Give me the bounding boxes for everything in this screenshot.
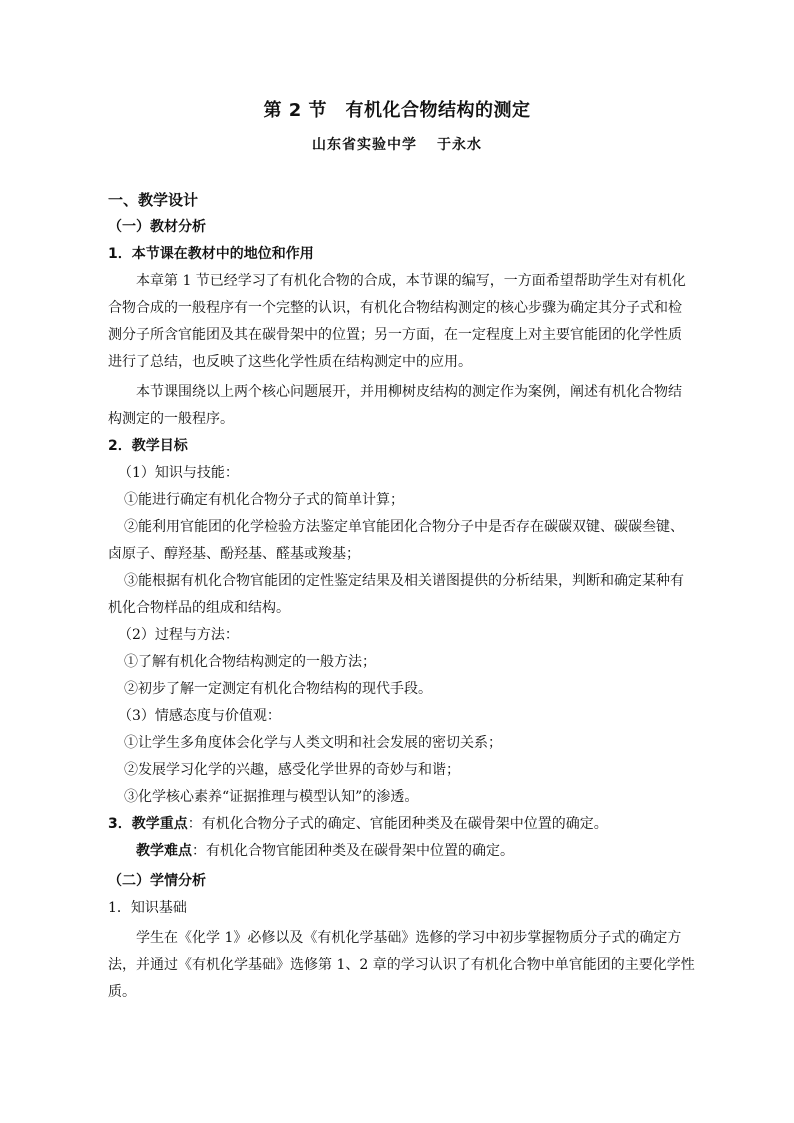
paragraph-line: 构测定的一般程序。: [108, 411, 234, 427]
teaching-focus-text: ：有机化合物分子式的确定、官能团种类及在碳骨架中位置的确定。: [187, 816, 608, 832]
list-item: ②发展学习化学的兴趣，感受化学世界的奇妙与和谐；: [124, 762, 460, 778]
paragraph-line: 本章第 1 节已经学习了有机化合物的合成，本节课的编写，一方面希望帮助学生对有机化: [136, 273, 686, 289]
paragraph-line: 合物合成的一般程序有一个完整的认识，有机化合物结构测定的核心步骤为确定其分子式和检: [108, 300, 682, 316]
list-heading: （2）过程与方法：: [118, 627, 239, 643]
subsection-heading: （一）教材分析: [108, 219, 206, 235]
subsection-heading: （二）学情分析: [108, 873, 206, 889]
list-item: ①了解有机化合物结构测定的一般方法；: [124, 654, 376, 670]
teaching-focus-line: [108, 811, 688, 837]
teaching-focus-label: 3．教学重点: [108, 816, 188, 832]
paragraph-line: 学生在《化学 1》必修以及《有机化学基础》选修的学习中初步掌握物质分子式的确定方: [136, 930, 682, 946]
list-heading: （1）知识与技能：: [118, 465, 239, 481]
author-line: [0, 134, 794, 154]
list-item: ①让学生多角度体会化学与人类文明和社会发展的密切关系；: [124, 735, 502, 751]
subheading: 2．教学目标: [108, 438, 188, 454]
list-item: ②能利用官能团的化学检验方法鉴定单官能团化合物分子中是否存在碳碳双键、碳碳叁键、: [124, 519, 684, 535]
list-item-continued: 机化合物样品的组成和结构。: [108, 600, 290, 616]
list-heading: （3）情感态度与价值观：: [118, 708, 281, 724]
section-heading-1: 一、教学设计: [108, 191, 199, 209]
paragraph-line: 测分子所含官能团及其在碳骨架中的位置；另一方面，在一定程度上对主要官能团的化学性质: [108, 327, 682, 343]
list-item: ③能根据有机化合物官能团的定性鉴定结果及相关谱图提供的分析结果，判断和确定某种有: [124, 573, 684, 589]
subheading: 1．知识基础: [108, 900, 187, 916]
list-item: ③化学核心素养“证据推理与模型认知”的渗透。: [124, 789, 419, 805]
list-item: ②初步了解一定测定有机化合物结构的现代手段。: [124, 681, 432, 697]
author-school: 山东省实验中学: [312, 137, 417, 153]
page-title: 第 2 节 有机化合物结构的测定: [263, 100, 531, 121]
paragraph-line: 本节课围绕以上两个核心问题展开，并用柳树皮结构的测定作为案例，阐述有机化合物结: [136, 384, 682, 400]
teaching-difficulty-line: [136, 838, 716, 864]
list-item: ①能进行确定有机化合物分子式的简单计算；: [124, 492, 404, 508]
paragraph-line: 质。: [108, 984, 136, 1000]
author-name: 于永水: [437, 137, 482, 153]
paragraph-line: 法，并通过《有机化学基础》选修第 1、2 章的学习认识了有机化合物中单官能团的主要化学性: [108, 957, 695, 973]
teaching-difficulty-text: ：有机化合物官能团种类及在碳骨架中位置的确定。: [192, 843, 514, 859]
paragraph-line: 进行了总结，也反映了这些化学性质在结构测定中的应用。: [108, 354, 472, 370]
list-item-continued: 卤原子、醇羟基、酚羟基、醛基或羧基；: [108, 546, 360, 562]
subheading: 1．本节课在教材中的地位和作用: [108, 246, 314, 262]
teaching-difficulty-label: 教学难点: [136, 843, 192, 859]
